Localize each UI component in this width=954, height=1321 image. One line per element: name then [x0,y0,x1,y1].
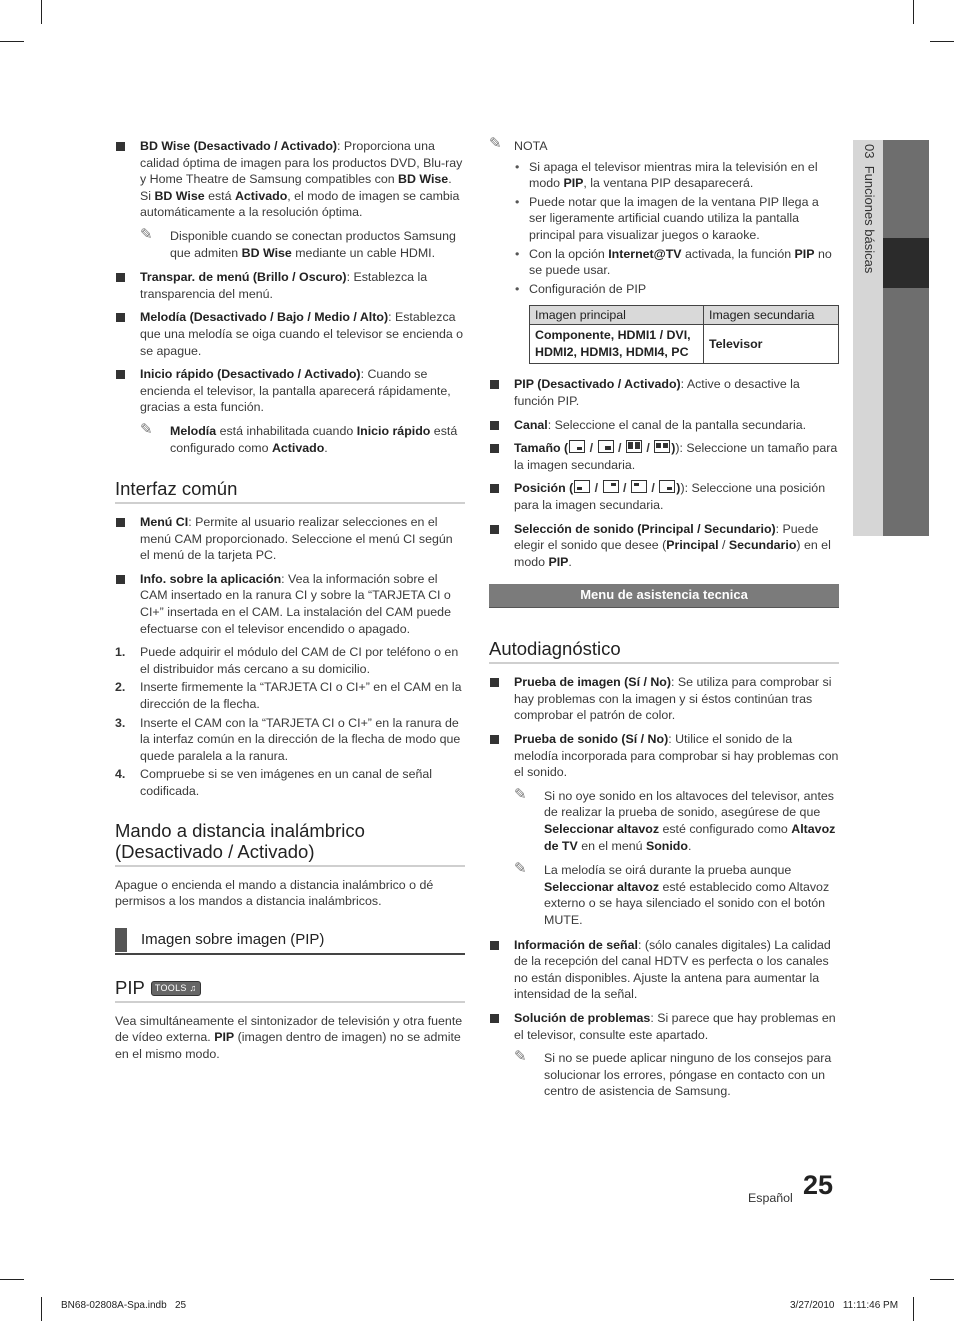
bullet-square-icon [490,678,499,687]
bullet-square-icon [116,575,125,584]
nota-item: • Puede notar que la imagen de la ventana PIP llega a ser ligeramente artificial cuando utiliza la pantalla principal para visualizar juegos o karaoke. [515,194,819,242]
crop-mark [913,1297,914,1321]
chapter-side-tab [853,140,929,536]
section-marker [115,928,127,952]
crop-mark [41,1297,42,1321]
list-item-inicio-rapido: Inicio rápido (Desactivado / Activado): Cuando se encienda el televisor, la pantalla aparecerá rápidamente, gracias a esta función. [115,366,465,416]
section-title-autodiagnostico: Autodiagnóstico [489,638,839,664]
bullet-square-icon [490,444,499,453]
note-sonido-2: ✎ La melodía se oirá durante la prueba aunque Seleccionar altavoz esté establecido como Altavoz externo o se haya silenciado el sonido con el botón MUTE. [514,860,830,927]
position-bottom-left-icon [574,480,590,493]
table-cell: Televisor [704,325,839,364]
crop-mark [0,1279,24,1280]
nota-item: • Configuración de PIP [515,281,647,296]
table-header: Imagen secundaria [704,306,839,325]
size-split-full-icon [654,440,670,453]
bullet-square-icon [116,518,125,527]
bullet-square-icon [116,313,125,322]
subsection-title-pip: Imagen sobre imagen (PIP) [115,928,465,955]
size-large-icon [598,440,614,453]
print-footer-file: BN68-02808A-Spa.indb 25 [61,1300,187,1311]
position-top-left-icon [631,480,647,493]
tools-menu-icon: ♫ [189,983,197,994]
bullet-square-icon [116,142,125,151]
section-title-mando: Mando a distancia inalámbrico (Desactivado / Activado) [115,820,465,867]
list-item-pip: PIP (Desactivado / Activado): Active o desactive la función PIP. [489,376,839,409]
crop-mark [913,0,914,24]
list-item-transparencia: Transpar. de menú (Brillo / Oscuro): Establezca la transparencia del menú. [115,269,465,302]
pencil-note-icon: ✎ [140,225,153,243]
list-item-menu-ci: Menú CI: Permite al usuario realizar selecciones en el menú CAM proporcionado. Seleccione el menú CI según el menú de la tarjeta PC. [115,514,465,564]
table-header-row [530,306,839,325]
numbered-step: 1. Puede adquirir el módulo del CAM de CI por teléfono o en el distribuidor más cercano a su domicilio. [115,645,459,676]
page-number: 25 [803,1170,834,1200]
table-header: Imagen principal [530,306,704,325]
bullet-square-icon [490,525,499,534]
numbered-step: 4. Compruebe si se ven imágenes en un canal de señal codificada. [115,767,433,798]
crop-mark [930,1279,954,1280]
tools-badge: TOOLS ♫ [151,981,201,996]
note-sonido-1: ✎ Si no oye sonido en los altavoces del televisor, antes de realizar la prueba de sonido, asegúrese de que Seleccionar altavoz esté configurado como Altavoz de TV en el menú Sonido. [514,785,836,853]
list-item-bd-wise: BD Wise (Desactivado / Activado): Proporciona una calidad óptima de imagen para los productos DVD, Blu-ray y Home Theatre de Samsung compatibles con BD Wise. Si BD Wise está Activado, el modo de imagen se cambia automáticamente a la resolución óptima. [115,138,465,221]
crop-mark [41,0,42,24]
list-item-seleccion-sonido: Selección de sonido (Principal / Secundario): Puede elegir el sonido que desee (Principal / Secundario) en el modo PIP. [489,521,839,571]
list-item-prueba-sonido: Prueba de sonido (Sí / No): Utilice el sonido de la melodía incorporada para comprobar si hay problemas con el sonido. [489,731,839,781]
position-top-right-icon [603,480,619,493]
size-split-half-icon [626,440,642,453]
table-cell: Componente, HDMI1 / DVI, HDMI2, HDMI3, HDMI4, PC [530,325,704,364]
bullet-square-icon [490,1014,499,1023]
nota-item: • Si apaga el televisor mientras mira la televisión en el modo PIP, la ventana PIP desaparecerá. [515,159,818,191]
list-item-info-app: Info. sobre la aplicación: Vea la información sobre el CAM insertado en la ranura CI y sobre la “TARJETA CI o CI+” insertada en el CAM. La instalación del CAM puede efectuarse con el televisor encendido o apagado. [115,571,465,637]
numbered-step: 3. Inserte el CAM con la “TARJETA CI o CI+” en la ranura de la interfaz común en la dirección de la flecha de modo que quede paralela a la ranura. [115,715,461,763]
pencil-note-icon: ✎ [140,420,153,438]
chapter-label: 03 Funciones básicas [862,144,877,274]
note-solucion: ✎ Si no se puede aplicar ninguno de los consejos para solucionar los errores, póngase en contacto con un centro de asistencia de Samsung. [514,1048,832,1099]
pencil-note-icon: ✎ [514,860,527,878]
section-title-pip: PIP TOOLS ♫ [115,977,465,1003]
size-small-icon [569,440,585,453]
left-column [115,138,465,1069]
section-banner: Menu de asistencia tecnica [489,584,839,608]
pencil-note-icon: ✎ [514,1048,527,1066]
bullet-square-icon [490,941,499,950]
pip-config-table [529,305,839,364]
print-footer-date: 3/27/2010 11:11:46 PM [790,1300,899,1311]
crop-mark [0,41,24,42]
note-inicio-rapido: ✎ Melodía está inhabilitada cuando Inicio rápido está configurado como Activado. [140,420,458,455]
page-language: Español [748,1191,793,1205]
nota-item: • Con la opción Internet@TV activada, la función PIP no se puede usar. [515,246,832,278]
note-bd-wise: ✎ Disponible cuando se conectan productos Samsung que admiten BD Wise mediante un cable HDMI. [140,225,456,260]
list-item-info-senal: Información de señal: (sólo canales digitales) La calidad de la recepción del canal HDTV es perfecta o los canales no están disponibles. Ajuste la antena para aumentar la intensidad de la señal. [489,937,839,1003]
position-bottom-right-icon [659,480,675,493]
pencil-note-icon: ✎ [514,785,527,803]
pip-description: Vea simultáneamente el sintonizador de televisión y otra fuente de vídeo externa. PIP (imagen dentro de imagen) no se admite en el mismo modo. [115,1013,463,1061]
list-item-canal: Canal: Seleccione el canal de la pantalla secundaria. [489,417,839,434]
bullet-square-icon [490,484,499,493]
list-item-tamano: Tamaño ( / / / )): Seleccione un tamaño para la imagen secundaria. [489,440,839,473]
bullet-square-icon [490,735,499,744]
page-number-block [748,1170,843,1213]
bullet-square-icon [490,421,499,430]
table-row [530,325,839,364]
crop-mark [930,41,954,42]
nota-heading: ✎ NOTA [489,135,548,153]
bullet-square-icon [490,380,499,389]
list-item-prueba-imagen: Prueba de imagen (Sí / No): Se utiliza para comprobar si hay problemas con la imagen y si éstos continúan tras comprobar el patrón de color. [489,674,839,724]
list-item-posicion: Posición ( / / / )): Seleccione una posición para la imagen secundaria. [489,480,839,513]
mando-description: Apague o encienda el mando a distancia inalámbrico o dé permisos a los mandos a distancia inalámbricos. [115,877,434,909]
section-title-interfaz: Interfaz común [115,478,465,504]
bullet-square-icon [116,370,125,379]
right-column [489,135,839,1108]
pencil-note-icon: ✎ [489,135,502,152]
bullet-square-icon [116,273,125,282]
numbered-step: 2. Inserte firmemente la “TARJETA CI o CI+” en el CAM en la dirección de la flecha. [115,680,462,712]
list-item-solucion: Solución de problemas: Si parece que hay problemas en el televisor, consulte este apartado. [489,1010,839,1043]
list-item-melodia: Melodía (Desactivado / Bajo / Medio / Alto): Establezca que una melodía se oiga cuando el televisor se encienda o se apague. [115,309,465,359]
